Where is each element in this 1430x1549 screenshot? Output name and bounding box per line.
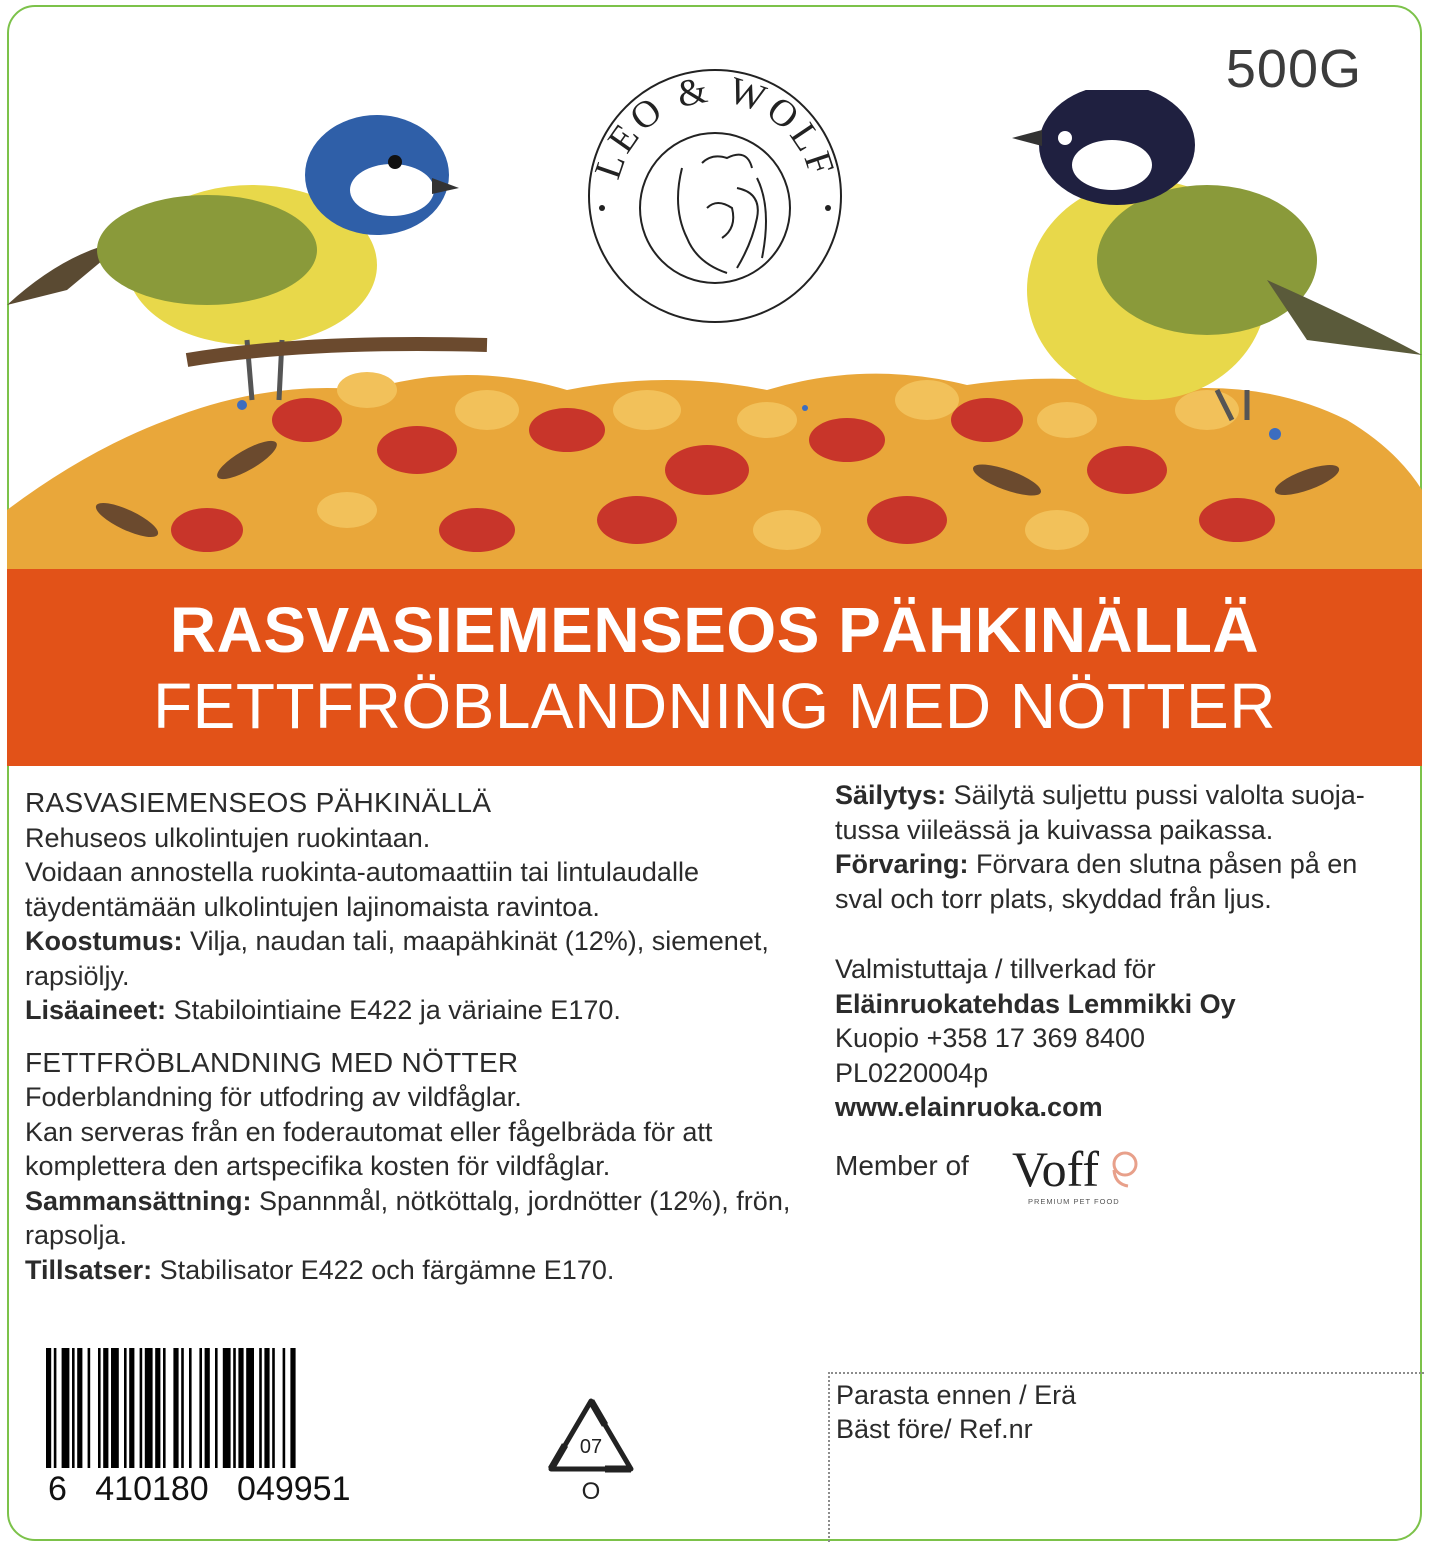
package-weight: 500G [1225, 39, 1362, 99]
barcode-bar [72, 1348, 75, 1468]
recycling-code: 07 [579, 1436, 603, 1458]
ingredients-column [25, 786, 815, 1287]
manufacturer-code: PL0220004p [835, 1057, 989, 1088]
finnish-composition: Koostumus: Vilja, naudan tali, maapähkinät (12%), siemenet, rapsiöljy. [25, 926, 769, 991]
barcode-bar [246, 1348, 254, 1468]
product-barcode [40, 1348, 380, 1508]
barcode-bar [111, 1348, 119, 1468]
barcode-bar [173, 1348, 178, 1468]
finnish-additives: Lisäaineet: Stabilointiaine E422 ja väriaine E170. [25, 995, 621, 1025]
swedish-additives: Tillsatser: Stabilisator E422 och färgämne E170. [25, 1254, 615, 1285]
member-of-label: Member of [835, 1150, 969, 1181]
manufacturer-intro: Valmistuttaja / tillverkad för [835, 954, 1156, 984]
barcode-bar [272, 1348, 275, 1468]
barcode-bar [77, 1348, 82, 1468]
barcode-bar [145, 1348, 153, 1468]
barcode-bar [46, 1348, 51, 1468]
barcode-bar [54, 1348, 57, 1468]
barcode-bar [223, 1348, 231, 1468]
barcode-bar [163, 1348, 166, 1468]
voff-logo-sub: PREMIUM PET FOOD [1028, 1197, 1120, 1206]
best-before-box [828, 1372, 1424, 1542]
product-title-band [7, 569, 1422, 766]
recycling-symbol-icon [545, 1395, 637, 1507]
barcode-bar [189, 1348, 192, 1468]
barcode-bar [155, 1348, 160, 1468]
manufacturer-website[interactable]: www.elainruoka.com [835, 1092, 1103, 1122]
barcode-bar [129, 1348, 134, 1468]
barcode-bar [140, 1348, 143, 1468]
barcode-bar [238, 1348, 243, 1468]
barcode-bar [290, 1348, 295, 1468]
barcode-bar [259, 1348, 262, 1468]
barcode-bar [181, 1348, 184, 1468]
manufacturer-company: Eläinruokatehdas Lemmikki Oy [835, 988, 1236, 1019]
finnish-intro: Rehuseos ulkolintujen ruokintaan. [25, 822, 431, 853]
leo-wolf-logo [587, 68, 843, 324]
barcode-bar [103, 1348, 108, 1468]
swedish-heading: FETTFRÖBLANDNING MED NÖTTER [25, 1046, 519, 1078]
product-title-sv: FETTFRÖBLANDNING MED NÖTTER [153, 670, 1276, 742]
finnish-usage: Voidaan annostella ruokinta-automaattiin tai lintulaudalle täydentämään ulkolintujen lajinomaista ravintoa. [25, 857, 699, 922]
storage-fi: Säilytys: Säilytä suljettu pussi valolta suoja-tussa viileässä ja kuivassa paikassa. [835, 780, 1365, 845]
barcode-bar [283, 1348, 286, 1468]
product-title-fi: RASVASIEMENSEOS PÄHKINÄLLÄ [169, 594, 1260, 666]
svg-text:LEO & WOLF: LEO & WOLF [587, 68, 843, 184]
recycling-letter: O [581, 1478, 601, 1505]
swedish-composition: Sammansättning: Spannmål, nötköttalg, jordnötter (12%), frön, rapsolja. [25, 1185, 791, 1250]
barcode-bar [124, 1348, 127, 1468]
storage-manufacturer-column [835, 778, 1405, 1125]
barcode-bar [88, 1348, 91, 1468]
great-tit-bird [1012, 90, 1422, 420]
barcode-bar [205, 1348, 210, 1468]
barcode-bar [233, 1348, 236, 1468]
best-before-sv: Bäst före/ Ref.nr [836, 1414, 1033, 1444]
swedish-usage: Kan serveras från en foderautomat eller fågelbräda för att komplettera den artspecifika kosten för vildfåglar. [25, 1116, 713, 1181]
swedish-intro: Foderblandning för utfodring av vildfåglar. [25, 1082, 522, 1112]
finnish-heading: RASVASIEMENSEOS PÄHKINÄLLÄ [25, 787, 492, 818]
barcode-bar [98, 1348, 101, 1468]
barcode-bar [215, 1348, 218, 1468]
barcode-bar [264, 1348, 269, 1468]
barcode-bar [62, 1348, 70, 1468]
seed-pile [7, 372, 1422, 570]
blue-tit-bird [7, 115, 487, 400]
voff-logo [1010, 1140, 1140, 1210]
voff-logo-text: Voff [1012, 1141, 1100, 1197]
manufacturer-phone: Kuopio +358 17 369 8400 [835, 1023, 1146, 1053]
best-before-fi: Parasta ennen / Erä [836, 1380, 1077, 1410]
storage-sv: Förvaring: Förvara den slutna påsen på en sval och torr plats, skyddad från ljus. [835, 849, 1358, 914]
barcode-number: 6 410180 049951 [48, 1470, 351, 1508]
barcode-bar [199, 1348, 202, 1468]
